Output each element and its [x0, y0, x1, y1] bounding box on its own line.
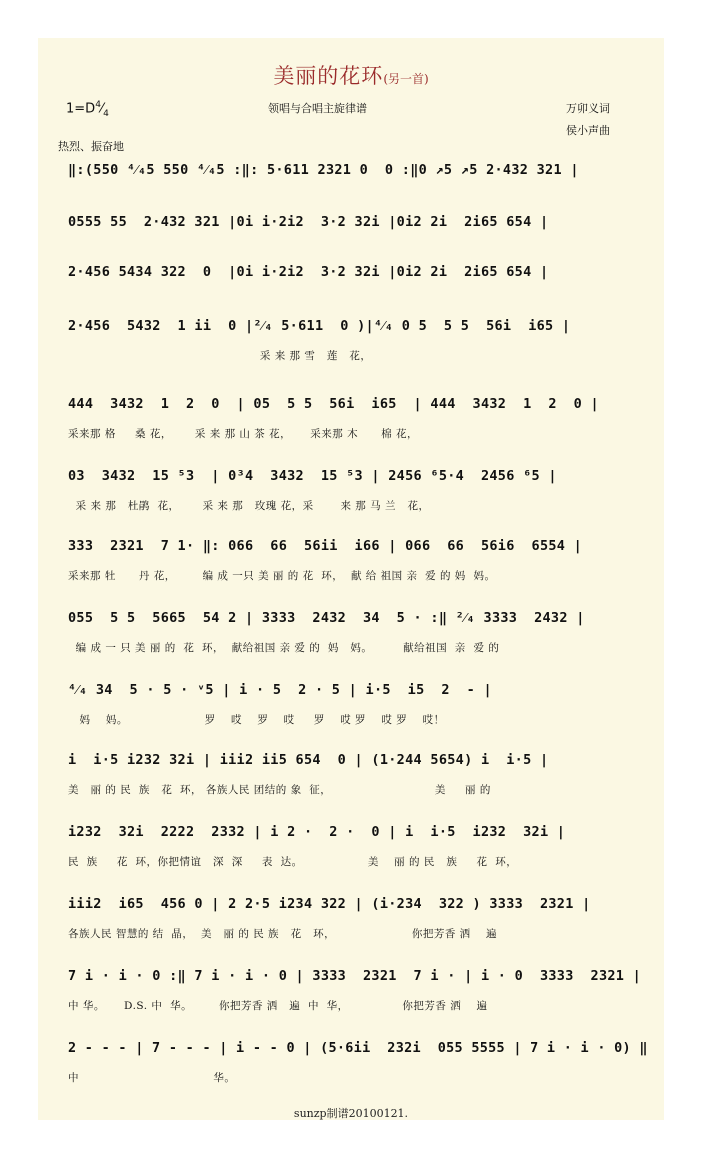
- notes-line: iii2 i65 456 0 | 2 2·5 i234 322 | (i·234 322 ) 3333 2321 |: [68, 896, 591, 912]
- lyricist: 万卯义词: [566, 102, 610, 115]
- notes-line: 333 2321 7 1· ‖: 066 66 56ii i66 | 066 66 56i6 6554 |: [68, 538, 583, 554]
- notes-line: ⁴⁄₄ 34 5 · 5 · ᵛ5 | i · 5 2 · 5 | i·5 i5 2 - |: [68, 682, 492, 698]
- staff-row: [38, 396, 664, 466]
- notes-line: ‖:(550 ⁴⁄₄5 550 ⁴⁄₄5 :‖: 5·611 2321 0 0 :‖0 ↗5 ↗5 2·432 321 |: [68, 162, 579, 178]
- lyrics-line: 采 来 那 雪 莲 花，: [68, 350, 372, 362]
- notes-line: 444 3432 1 2 0 | 05 5 5 56i i65 | 444 3432 1 2 0 |: [68, 396, 599, 412]
- staff-row: [38, 752, 664, 822]
- notes-line: 2·456 5432 1 ii 0 |²⁄₄ 5·611 0 )|⁴⁄₄ 0 5 5 5 56i i65 |: [68, 318, 571, 334]
- staff-row: [38, 1040, 664, 1110]
- title-note: (另一首): [383, 72, 429, 86]
- staff-row: [38, 968, 664, 1038]
- staff-row: [38, 824, 664, 894]
- lyrics-line: 美 丽 的 民 族 花 环， 各族人民 团结的 象 征， 美 丽 的: [68, 784, 491, 796]
- notes-line: 2·456 5434 322 0 |0i i·2i2 3·2 32i |0i2 2i 2i65 654 |: [68, 264, 549, 280]
- staff-row: [38, 468, 664, 538]
- tempo-mark: 热烈、振奋地: [58, 140, 124, 153]
- lyrics-line: 中 华。: [68, 1072, 236, 1084]
- lyrics-line: 采来那 格 桑 花， 采 来 那 山 茶 花， 采来那 木 棉 花，: [68, 428, 418, 440]
- notes-line: 0555 55 2·432 321 |0i i·2i2 3·2 32i |0i2 2i 2i65 654 |: [68, 214, 549, 230]
- lyrics-line: 民 族 花 环，你把情谊 深 深 表 达。 美 丽 的 民 族 花 环，: [68, 856, 518, 868]
- staff-row: [38, 318, 664, 388]
- key-signature: $1=D^4⁄_4$: [66, 100, 109, 119]
- score-subtitle: 领唱与合唱主旋律谱: [268, 102, 367, 115]
- footer-credit: sunzp制谱20100121.: [293, 1107, 409, 1120]
- notes-line: 2 - - - | 7 - - - | i - - 0 | (5·6ii 232i 055 5555 | 7 i · i · 0) ‖: [68, 1040, 648, 1056]
- notes-line: i232 32i 2222 2332 | i 2 · 2 · 0 | i i·5 i232 32i |: [68, 824, 566, 840]
- time-top: 4: [95, 100, 101, 110]
- lyrics-line: 各族人民 智慧的 结 晶， 美 丽 的 民 族 花 环， 你把芳香 洒 遍: [68, 928, 498, 940]
- notes-line: i i·5 i232 32i | iii2 ii5 654 0 | (1·244 5654) i i·5 |: [68, 752, 549, 768]
- lyrics-line: 编 成 一 只 美 丽 的 花 环， 献给祖国 亲 爱 的 妈 妈。 献给祖国 亲 爱 的: [68, 642, 500, 654]
- lyrics-line: 妈 妈。 罗 哎 罗 哎 罗 哎 罗 哎 罗 哎！: [68, 714, 445, 726]
- staff-row: [38, 896, 664, 966]
- lyrics-line: 采来那 牡 丹 花， 编 成 一只 美 丽 的 花 环， 献 给 祖国 亲 爱 的 妈 妈。: [68, 570, 496, 582]
- staff-row: [38, 682, 664, 752]
- staff-row: [38, 610, 664, 680]
- time-bottom: 4: [103, 108, 109, 119]
- notes-line: 7 i · i · 0 :‖ 7 i · i · 0 | 3333 2321 7 i · | i · 0 3333 2321 |: [68, 968, 642, 984]
- staff-row: [38, 538, 664, 608]
- lyrics-line: 中 华。 D.S. 中 华。 你把芳香 洒 遍 中 华， 你把芳香 洒 遍: [68, 1000, 488, 1012]
- score-sheet: [38, 38, 664, 1120]
- composer: 侯小声曲: [566, 124, 610, 137]
- key-text: 1=D: [66, 101, 96, 117]
- notes-line: 055 5 5 5665 54 2 | 3333 2432 34 5 · :‖ ²⁄₄ 3333 2432 |: [68, 610, 585, 626]
- score-title: [38, 60, 664, 90]
- title-text: 美丽的花环: [273, 64, 384, 88]
- notes-line: 03 3432 15 ⁵3 | 0³4 3432 15 ⁵3 | 2456 ⁶5·4 2456 ⁶5 |: [68, 468, 557, 484]
- lyrics-line: 采 来 那 杜鹃 花， 采 来 那 玫瑰 花，采 来 那 马 兰 花，: [68, 500, 430, 512]
